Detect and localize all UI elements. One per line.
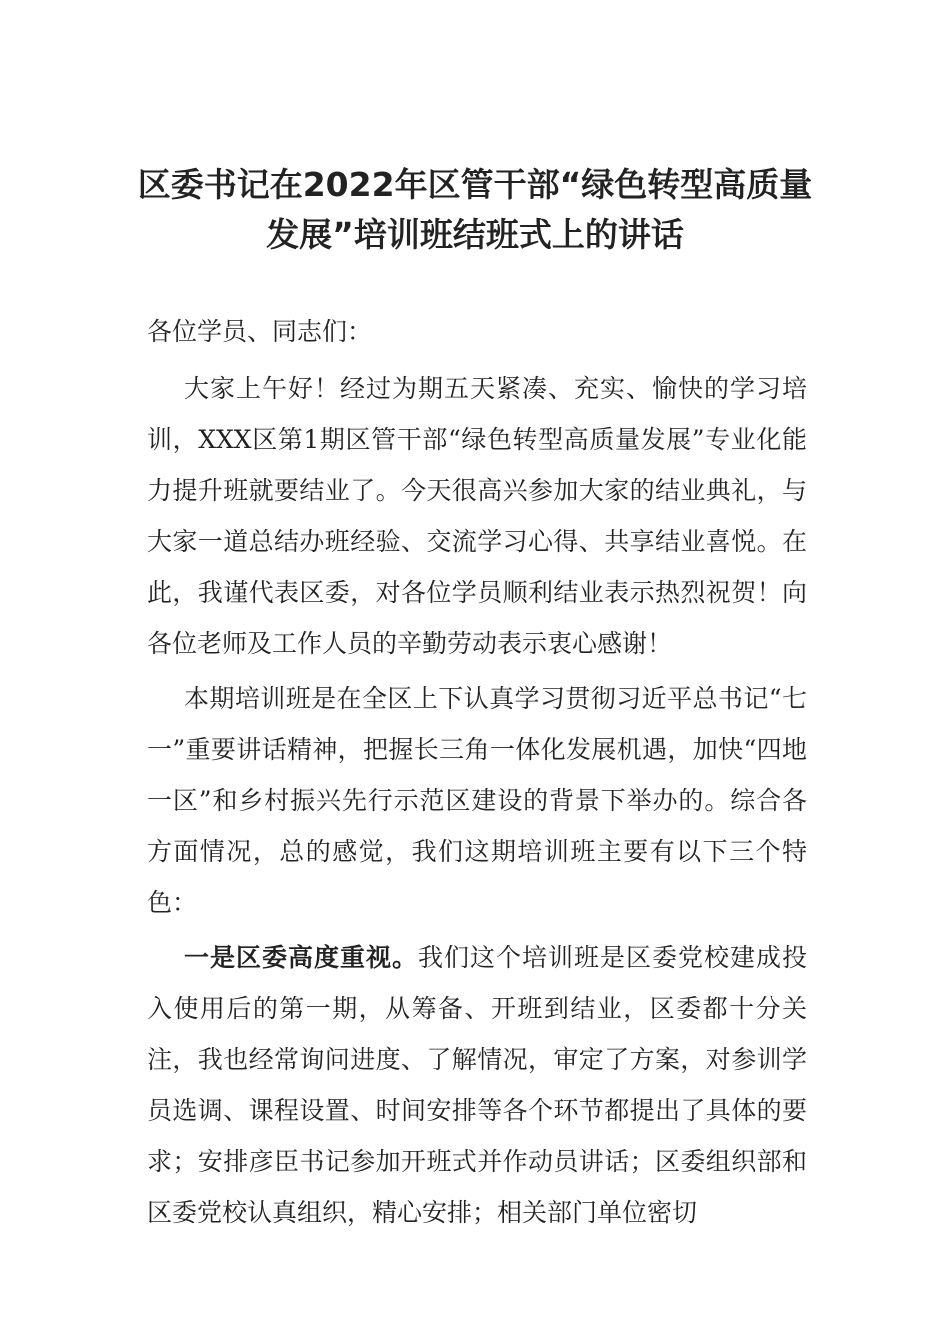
paragraph-3-text: 我们这个培训班是区委党校建成投入使用后的第一期，从筹备、开班到结业，区委都十分关注，我也经常询问进度、了解情况，审定了方案，对参训学员选调、课程设置、时间安排等各个环节都提出了具体的要求；安排彦臣书记参加开班式并作动员讲话；区委组织部和区委党校认真组织，精心安排；相关部门单位密切 [147, 943, 807, 1227]
salutation: 各位学员、同志们： [147, 317, 373, 346]
paragraph-1 [147, 363, 807, 669]
paragraph-2-text: 本期培训班是在全区上下认真学习贯彻习近平总书记“七一”重要讲话精神，把握长三角一体化发展机遇，加快“四地一区”和乡村振兴先行示范区建设的背景下举办的。综合各方面情况，总的感觉，我们这期培训班主要有以下三个特色： [147, 684, 807, 917]
title-line-1: 区委书记在2022年区管干部“绿色转型高质量 [137, 165, 813, 205]
paragraph-3-lead: 一是区委高度重视。 [184, 943, 418, 972]
paragraph-1-text: 大家上午好！经过为期五天紧凑、充实、愉快的学习培训，XXX区第1期区管干部“绿色转型高质量发展”专业化能力提升班就要结业了。今天很高兴参加大家的结业典礼，与大家一道总结办班经验、交流学习心得、共享结业喜悦。在此，我谨代表区委，对各位学员顺利结业表示热烈祝贺！向各位老师及工作人员的辛勤劳动表示衷心感谢！ [147, 374, 807, 658]
document-body [147, 306, 807, 1242]
document-title [120, 160, 830, 260]
title-line-2: 发展”培训班结班式上的讲话 [266, 215, 684, 255]
paragraph-2 [147, 673, 807, 928]
paragraph-3 [147, 932, 807, 1238]
